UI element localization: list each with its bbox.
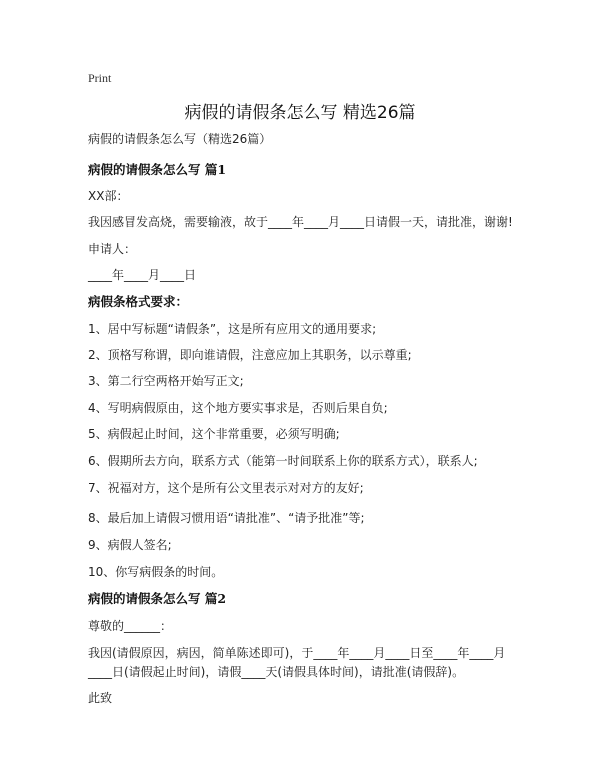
print-label: Print	[88, 71, 112, 85]
format-item: 1、居中写标题“请假条”，这是所有应用文的通用要求;	[88, 322, 377, 336]
document-title: 病假的请假条怎么写 精选26篇	[184, 103, 416, 123]
format-item: 8、最后加上请假习惯用语“请批准”、“请予批准”等;	[88, 511, 365, 525]
section1-body: 我因感冒发高烧，需要输液，故于____年____月____日请假一天，请批准，谢谢!	[88, 215, 513, 229]
format-item: 4、写明病假原由，这个地方要实事求是，否则后果自负;	[88, 401, 388, 415]
format-item: 10、你写病假条的时间。	[88, 565, 224, 579]
section2-closing: 此致	[88, 691, 113, 705]
document-subtitle: 病假的请假条怎么写（精选26篇）	[88, 132, 272, 146]
format-item: 2、顶格写称谓，即向谁请假，注意应加上其职务，以示尊重;	[88, 348, 412, 362]
section2-body-line1: 我因(请假原因，病因，简单陈述即可)，于____年____月____日至____年____月	[88, 646, 506, 660]
format-item: 3、第二行空两格开始写正文;	[88, 374, 244, 388]
section1-date-line: ____年____月____日	[88, 268, 197, 282]
format-item: 7、祝福对方，这个是所有公文里表示对对方的友好;	[88, 481, 364, 495]
section2-salutation: 尊敬的______：	[88, 619, 173, 633]
section1-applicant: 申请人：	[88, 242, 137, 256]
section1-heading: 病假的请假条怎么写 篇1	[88, 162, 227, 177]
format-heading: 病假条格式要求：	[88, 294, 189, 309]
format-item: 6、假期所去方向，联系方式（能第一时间联系上你的联系方式），联系人;	[88, 454, 478, 468]
section1-salutation: XX部：	[88, 189, 129, 203]
format-item: 9、病假人签名;	[88, 538, 172, 552]
format-item: 5、病假起止时间，这个非常重要，必须写明确;	[88, 427, 340, 441]
section2-body-line2: ____日(请假起止时间)，请假____天(请假具体时间)，请批准(请假辞)。	[88, 665, 465, 679]
section2-heading: 病假的请假条怎么写 篇2	[88, 591, 227, 606]
